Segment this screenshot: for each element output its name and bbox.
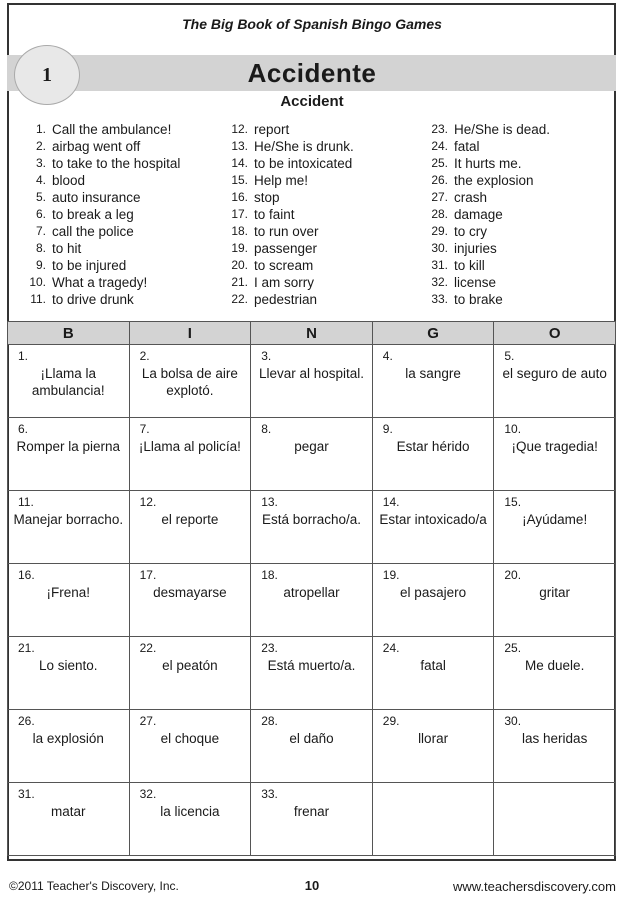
bingo-cell: 28. el daño [251, 710, 373, 783]
vocab-item: 21. I am sorry [231, 275, 315, 290]
vocab-item: 13. He/She is drunk. [231, 139, 354, 154]
bingo-header-o: O [494, 322, 616, 345]
bingo-cell: 16. ¡Frena! [8, 564, 130, 637]
bingo-cell: 27. el choque [129, 710, 251, 783]
bingo-cell: 9. Estar hérido [372, 418, 494, 491]
vocab-item: 11. to drive drunk [30, 292, 134, 307]
bingo-cell: 13. Está borracho/a. [251, 491, 373, 564]
vocab-column-2 [222, 121, 354, 308]
vocab-column-3 [420, 121, 550, 308]
vocab-item: 26. the explosion [431, 173, 534, 188]
bingo-cell: 4. la sangre [372, 345, 494, 418]
footer-page-number: 10 [304, 878, 320, 893]
vocab-item: 12. report [231, 122, 290, 137]
bingo-header-n: N [251, 322, 373, 345]
vocab-item: 22. pedestrian [231, 292, 318, 307]
bingo-cell: 3. Llevar al hospital. [251, 345, 373, 418]
footer-copyright: ©2011 Teacher's Discovery, Inc. [9, 879, 179, 893]
vocab-item: 4. blood [35, 173, 86, 188]
vocab-item: 8. to hit [35, 241, 82, 256]
bingo-cell: 12. el reporte [129, 491, 251, 564]
vocab-item: 16. stop [231, 190, 280, 205]
bingo-cell-empty [494, 783, 616, 856]
bingo-cell: 5. el seguro de auto [494, 345, 616, 418]
bingo-cell: 21. Lo siento. [8, 637, 130, 710]
vocab-item: 2. airbag went off [35, 139, 141, 154]
vocab-item: 20. to scream [231, 258, 314, 273]
vocab-item: 30. injuries [431, 241, 497, 256]
bingo-cell: 15. ¡Ayúdame! [494, 491, 616, 564]
vocab-item: 1. Call the ambulance! [35, 122, 172, 137]
lesson-number-badge: 1 [14, 45, 80, 105]
vocab-item: 24. fatal [431, 139, 480, 154]
bingo-cell: 26. la explosión [8, 710, 130, 783]
bingo-cell: 11. Manejar borracho. [8, 491, 130, 564]
bingo-cell: 14. Estar intoxicado/a [372, 491, 494, 564]
footer-website: www.teachersdiscovery.com [452, 879, 616, 894]
bingo-cell: 8. pegar [251, 418, 373, 491]
bingo-cell: 10. ¡Que tragedia! [494, 418, 616, 491]
bingo-row [8, 345, 616, 418]
bingo-row [8, 564, 616, 637]
bingo-cell: 7. ¡Llama al policía! [129, 418, 251, 491]
bingo-cell: 32. la licencia [129, 783, 251, 856]
bingo-cell: 1. ¡Llama la ambulancia! [8, 345, 130, 418]
bingo-cell: 20. gritar [494, 564, 616, 637]
vocab-item: 14. to be intoxicated [231, 156, 353, 171]
page-subtitle: Accident [280, 93, 344, 110]
bingo-cell: 2. La bolsa de aire explotó. [129, 345, 251, 418]
vocab-item: 7. call the police [35, 224, 134, 239]
bingo-header-i: I [129, 322, 251, 345]
bingo-row [8, 783, 616, 856]
bingo-row [8, 637, 616, 710]
vocab-column-1 [20, 121, 180, 308]
bingo-row [8, 418, 616, 491]
vocab-item: 18. to run over [231, 224, 319, 239]
vocab-item: 32. license [431, 275, 497, 290]
vocab-item: 23. He/She is dead. [431, 122, 551, 137]
bingo-header-b: B [8, 322, 130, 345]
bingo-card [7, 321, 616, 856]
bingo-cell: 19. el pasajero [372, 564, 494, 637]
vocab-item: 9. to be injured [35, 258, 127, 273]
bingo-cell: 23. Está muerto/a. [251, 637, 373, 710]
bingo-header-g: G [372, 322, 494, 345]
vocab-item: 5. auto insurance [35, 190, 141, 205]
bingo-cell: 22. el peatón [129, 637, 251, 710]
bingo-cell: 29. llorar [372, 710, 494, 783]
vocab-item: 17. to faint [231, 207, 295, 222]
bingo-cell-empty [372, 783, 494, 856]
bingo-header-row [8, 322, 616, 345]
bingo-cell: 17. desmayarse [129, 564, 251, 637]
bingo-cell: 25. Me duele. [494, 637, 616, 710]
bingo-cell: 31. matar [8, 783, 130, 856]
bingo-row [8, 710, 616, 783]
vocab-item: 33. to brake [431, 292, 503, 307]
vocab-item: 19. passenger [231, 241, 318, 256]
vocab-item: 6. to break a leg [35, 207, 134, 222]
vocab-item: 31. to kill [431, 258, 485, 273]
vocab-item: 10. What a tragedy! [29, 275, 148, 290]
page-title: Accidente [247, 58, 377, 88]
vocab-item: 27. crash [431, 190, 488, 205]
bingo-row [8, 491, 616, 564]
vocab-item: 3. to take to the hospital [35, 156, 181, 171]
vocab-item: 29. to cry [431, 224, 488, 239]
bingo-cell: 6. Romper la pierna [8, 418, 130, 491]
vocab-item: 15. Help me! [231, 173, 309, 188]
bingo-cell: 30. las heridas [494, 710, 616, 783]
bingo-cell: 33. frenar [251, 783, 373, 856]
vocab-item: 28. damage [431, 207, 503, 222]
bingo-cell: 18. atropellar [251, 564, 373, 637]
book-title: The Big Book of Spanish Bingo Games [182, 16, 442, 32]
vocab-item: 25. It hurts me. [431, 156, 522, 171]
bingo-cell: 24. fatal [372, 637, 494, 710]
